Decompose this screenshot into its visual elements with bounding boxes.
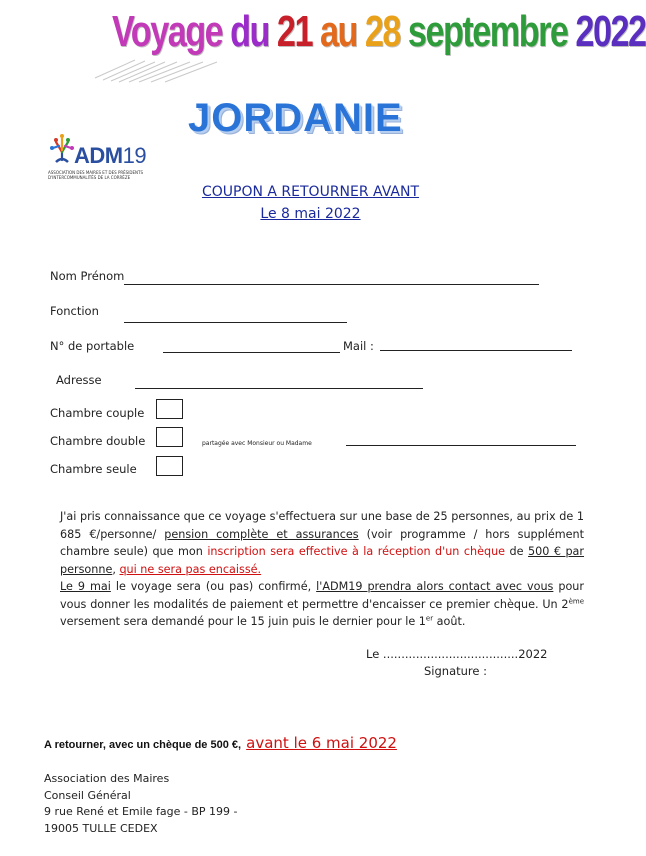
- coupon-heading: COUPON A RETOURNER AVANT: [201, 184, 420, 200]
- address-line: Conseil Général: [44, 788, 131, 802]
- logo-name: ADM: [74, 143, 123, 168]
- chambre-couple-label: Chambre couple: [50, 406, 145, 420]
- mail-label: Mail :: [343, 339, 374, 353]
- title-part: 21: [276, 7, 312, 56]
- chambre-seule-label: Chambre seule: [50, 462, 137, 476]
- nom-prenom-field[interactable]: [124, 284, 539, 285]
- signature-label: Signature :: [424, 664, 488, 678]
- title-part: septembre: [399, 7, 568, 56]
- title-part: du: [222, 7, 277, 56]
- logo-number: 19: [122, 143, 147, 168]
- address-line: 9 rue René et Emile fage - BP 199 -: [44, 805, 238, 818]
- logo-wordmark: [74, 143, 146, 169]
- fonction-field[interactable]: [124, 322, 347, 323]
- adresse-label: Adresse: [56, 373, 102, 387]
- mail-field[interactable]: [380, 350, 572, 351]
- portable-field[interactable]: [163, 352, 340, 353]
- conditions-text: pension complète et assurances: [164, 527, 359, 541]
- adresse-field[interactable]: [135, 388, 423, 389]
- return-deadline: avant le 6 mai 2022: [246, 734, 397, 752]
- title-part: Voyage: [112, 7, 223, 56]
- superscript: er: [425, 614, 434, 623]
- postal-address: [44, 771, 238, 837]
- conditions-paragraph: [60, 508, 584, 631]
- chambre-seule-checkbox[interactable]: [156, 456, 183, 476]
- title-shadow-decoration: [95, 58, 225, 84]
- confirmation-date: Le 9 mai: [60, 580, 111, 593]
- conditions-text: J'ai pris connaissance que ce voyage s'effectuera sur une base de 25 personnes, au prix de 1 685 €/personne/: [60, 510, 584, 541]
- superscript: ème: [568, 596, 584, 605]
- date-line[interactable]: Le .....................................2022: [366, 647, 548, 661]
- conditions-text: de: [505, 545, 529, 558]
- partagee-label: partagée avec Monsieur ou Madame: [202, 440, 312, 447]
- conditions-text: (voir programme / hors supplément chambre seule) que mon: [60, 527, 584, 558]
- chambre-double-checkbox[interactable]: [156, 427, 183, 447]
- conditions-amount: 500 € par personne: [60, 545, 585, 576]
- logo-caption: ASSOCIATION DES MAIRES ET DES PRÉSIDENTS D'INTERCOMMUNALITÉS DE LA CORRÈZE: [48, 170, 143, 180]
- return-instruction-text: A retourner, avec un chèque de 500 €,: [44, 739, 242, 751]
- address-line: 19005 TULLE CEDEX: [44, 821, 158, 835]
- conditions-text: août.: [433, 615, 466, 628]
- conditions-highlight: qui ne sera pas encaissé.: [119, 562, 262, 576]
- coupon-deadline: Le 8 mai 2022: [260, 206, 361, 222]
- conditions-text: pour vous donner les modalités de paiement et permettre d'encaisser ce premier chèque. Un 2: [60, 580, 584, 611]
- fonction-label: Fonction: [50, 304, 99, 318]
- address-line: Association des Maires: [44, 772, 170, 785]
- conditions-text: le voyage sera (ou pas) confirmé,: [110, 580, 317, 593]
- title-part: 2022: [567, 7, 646, 56]
- portable-label: N° de portable: [50, 339, 135, 353]
- conditions-contact: l'ADM19 prendra alors contact avec vous: [316, 580, 554, 593]
- title-part: 28: [364, 7, 400, 56]
- page-subtitle: JORDANIE: [188, 96, 403, 140]
- title-part: au: [311, 7, 365, 56]
- conditions-highlight: inscription sera effective à la réception d'un chèque: [207, 545, 506, 558]
- chambre-couple-checkbox[interactable]: [156, 399, 183, 419]
- conditions-text: versement sera demandé pour le 15 juin puis le dernier pour le 1: [60, 615, 426, 628]
- return-instruction: [44, 733, 397, 752]
- chambre-double-label: Chambre double: [50, 434, 146, 448]
- page-title: [112, 6, 646, 58]
- partagee-field[interactable]: [346, 445, 576, 446]
- nom-prenom-label: Nom Prénom: [50, 269, 125, 283]
- conditions-text: ,: [112, 562, 120, 576]
